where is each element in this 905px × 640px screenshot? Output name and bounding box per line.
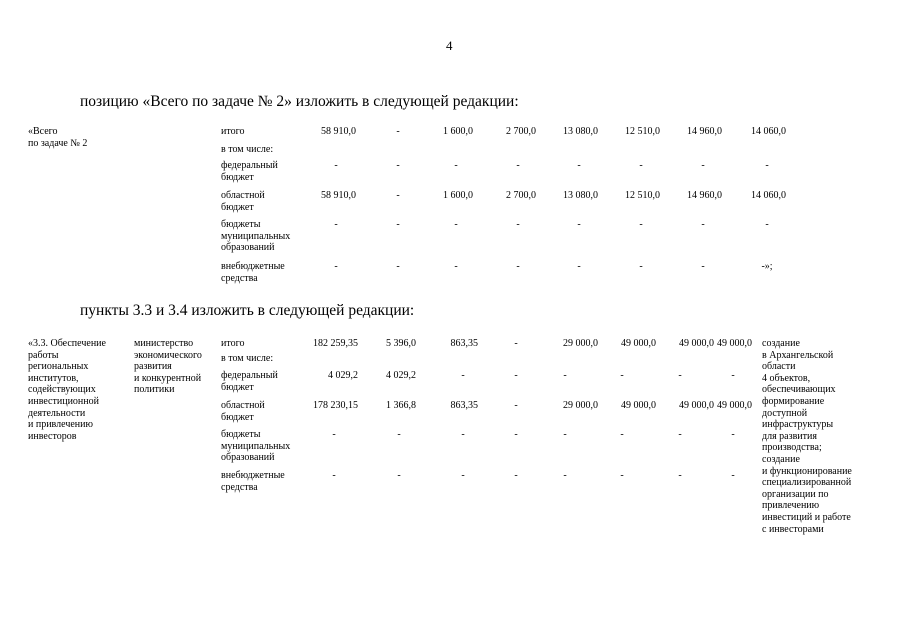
page-number: 4	[446, 38, 453, 53]
value-cell: -	[765, 160, 769, 171]
value-cell: 1 366,8	[386, 400, 416, 411]
value-cell: -»;	[761, 261, 773, 272]
source-label: итого	[221, 126, 245, 137]
value-cell: -	[454, 261, 458, 272]
source-label: внебюджетные средства	[221, 261, 285, 284]
value-cell: 2 700,0	[506, 190, 536, 201]
value-cell: 49 000,0	[679, 400, 714, 411]
value-cell: -	[577, 160, 581, 171]
value-cell: -	[563, 429, 567, 440]
value-cell: 863,35	[450, 400, 478, 411]
value-cell: 5 396,0	[386, 338, 416, 349]
value-cell: 1 600,0	[443, 190, 473, 201]
value-cell: 49 000,0	[717, 338, 752, 349]
source-label: бюджеты муниципальных образований	[221, 429, 291, 464]
source-label: федеральный бюджет	[221, 160, 278, 183]
value-cell: -	[731, 470, 735, 481]
value-cell: -	[334, 160, 338, 171]
value-cell: 14 060,0	[751, 126, 786, 137]
value-cell: 1 600,0	[443, 126, 473, 137]
value-cell: -	[396, 160, 400, 171]
value-cell: -	[639, 261, 643, 272]
value-cell: -	[765, 219, 769, 230]
source-label: в том числе:	[221, 144, 274, 155]
executor: министерство экономического развития и конкурентной политики	[134, 338, 202, 396]
value-cell: -	[332, 470, 336, 481]
value-cell: 13 080,0	[563, 190, 598, 201]
value-cell: -	[334, 261, 338, 272]
value-cell: -	[514, 370, 518, 381]
value-cell: -	[620, 470, 624, 481]
total-label: «Всего по задаче № 2	[28, 126, 88, 149]
value-cell: 178 230,15	[313, 400, 358, 411]
value-cell: 13 080,0	[563, 126, 598, 137]
value-cell: -	[563, 470, 567, 481]
source-label: федеральный бюджет	[221, 370, 278, 393]
value-cell: -	[701, 160, 705, 171]
value-cell: -	[516, 261, 520, 272]
value-cell: -	[396, 261, 400, 272]
value-cell: -	[620, 370, 624, 381]
value-cell: -	[461, 470, 465, 481]
value-cell: 29 000,0	[563, 338, 598, 349]
value-cell: -	[396, 219, 400, 230]
value-cell: 2 700,0	[506, 126, 536, 137]
value-cell: 58 910,0	[321, 126, 356, 137]
value-cell: -	[461, 429, 465, 440]
source-label: итого	[221, 338, 245, 349]
value-cell: -	[639, 219, 643, 230]
value-cell: -	[514, 400, 518, 411]
value-cell: -	[514, 429, 518, 440]
expected-result: создание в Архангельской области 4 объектов, обеспечивающих формирование доступной инфраструктуры для развития производства; создание и функционирование специализированной организации по привлечению инвестиций и работе с инвесторами	[762, 338, 852, 535]
value-cell: -	[620, 429, 624, 440]
value-cell: -	[454, 160, 458, 171]
value-cell: 14 960,0	[687, 126, 722, 137]
heading-total-task-2: позицию «Всего по задаче № 2» изложить в следующей редакции:	[80, 93, 519, 110]
value-cell: 49 000,0	[621, 400, 656, 411]
value-cell: 4 029,2	[328, 370, 358, 381]
source-label: бюджеты муниципальных образований	[221, 219, 291, 254]
value-cell: -	[516, 219, 520, 230]
value-cell: -	[461, 370, 465, 381]
value-cell: 12 510,0	[625, 126, 660, 137]
value-cell: 49 000,0	[717, 400, 752, 411]
value-cell: -	[701, 261, 705, 272]
value-cell: 49 000,0	[621, 338, 656, 349]
value-cell: 182 259,35	[313, 338, 358, 349]
source-label: областной бюджет	[221, 400, 265, 423]
value-cell: -	[731, 370, 735, 381]
value-cell: -	[731, 429, 735, 440]
value-cell: -	[678, 370, 682, 381]
value-cell: -	[577, 261, 581, 272]
value-cell: 49 000,0	[679, 338, 714, 349]
value-cell: 29 000,0	[563, 400, 598, 411]
value-cell: -	[577, 219, 581, 230]
value-cell: -	[678, 429, 682, 440]
value-cell: -	[563, 370, 567, 381]
value-cell: -	[701, 219, 705, 230]
value-cell: -	[332, 429, 336, 440]
value-cell: 863,35	[450, 338, 478, 349]
value-cell: 14 060,0	[751, 190, 786, 201]
value-cell: -	[397, 429, 401, 440]
source-label: областной бюджет	[221, 190, 265, 213]
value-cell: -	[514, 338, 518, 349]
value-cell: -	[516, 160, 520, 171]
value-cell: 4 029,2	[386, 370, 416, 381]
source-label: в том числе:	[221, 353, 274, 364]
value-cell: 14 960,0	[687, 190, 722, 201]
value-cell: 58 910,0	[321, 190, 356, 201]
value-cell: -	[639, 160, 643, 171]
item-description: «3.3. Обеспечение работы региональных институтов, содействующих инвестиционной деятельности и привлечению инвесторов	[28, 338, 106, 442]
value-cell: -	[397, 470, 401, 481]
value-cell: -	[678, 470, 682, 481]
value-cell: -	[334, 219, 338, 230]
value-cell: 12 510,0	[625, 190, 660, 201]
heading-items-3-3-3-4: пункты 3.3 и 3.4 изложить в следующей редакции:	[80, 302, 415, 319]
value-cell: -	[454, 219, 458, 230]
value-cell: -	[514, 470, 518, 481]
value-cell: -	[396, 126, 400, 137]
value-cell: -	[396, 190, 400, 201]
source-label: внебюджетные средства	[221, 470, 285, 493]
